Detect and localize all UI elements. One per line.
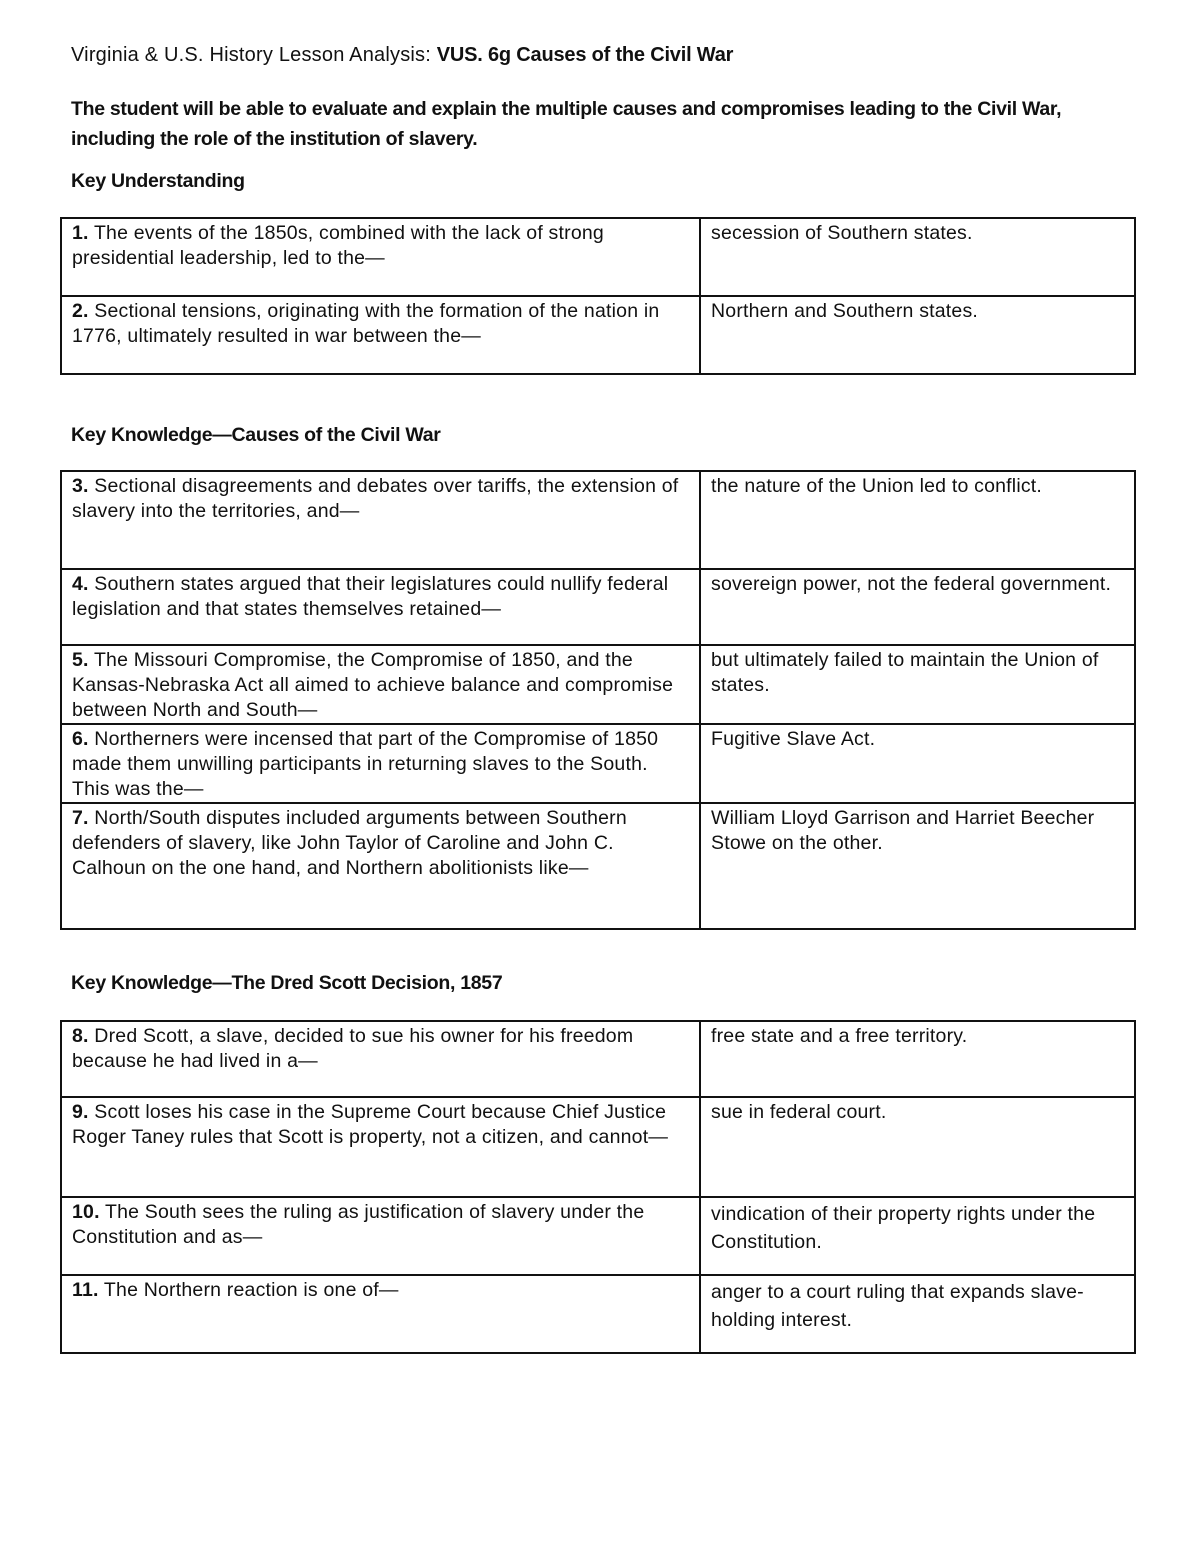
dred-scott-table [60, 1020, 1136, 1354]
answer-text: William Lloyd Garrison and Harriet Beecher Stowe on the other. [711, 807, 1095, 854]
key-understanding-table [60, 217, 1136, 375]
prompt-text: The South sees the ruling as justification of slavery under the Constitution and as— [72, 1201, 645, 1248]
prompt-cell [61, 1197, 700, 1275]
prompt-cell [61, 218, 700, 296]
section-title-dred-scott: Key Knowledge—The Dred Scott Decision, 1857 [71, 972, 503, 994]
causes-table [60, 470, 1136, 930]
answer-text: sue in federal court. [711, 1101, 887, 1123]
prompt-text: Scott loses his case in the Supreme Court because Chief Justice Roger Taney rules that Scott is property, not a citizen, and cannot— [72, 1101, 669, 1148]
answer-cell [700, 1197, 1135, 1275]
section-title-key-understanding: Key Understanding [71, 170, 245, 192]
answer-cell [700, 724, 1135, 803]
answer-cell [700, 471, 1135, 569]
answer-text: anger to a court ruling that expands slave-holding interest. [711, 1281, 1084, 1331]
answer-text: sovereign power, not the federal government. [711, 573, 1112, 595]
prompt-cell [61, 296, 700, 374]
answer-text: but ultimately failed to maintain the Union of states. [711, 649, 1099, 696]
table-row [61, 296, 1135, 374]
answer-text: Fugitive Slave Act. [711, 728, 876, 750]
prompt-cell [61, 1275, 700, 1353]
item-number: 2. [72, 300, 89, 322]
table-row [61, 1021, 1135, 1097]
prompt-cell [61, 724, 700, 803]
answer-cell [700, 1021, 1135, 1097]
prompt-text: The Missouri Compromise, the Compromise of 1850, and the Kansas-Nebraska Act all aimed to achieve balance and compromise between North and South— [72, 649, 674, 721]
answer-text: Northern and Southern states. [711, 300, 979, 322]
answer-cell [700, 1275, 1135, 1353]
table-row [61, 724, 1135, 803]
item-number: 3. [72, 475, 89, 497]
item-number: 10. [72, 1201, 100, 1223]
prompt-cell [61, 471, 700, 569]
table-row [61, 1097, 1135, 1197]
prompt-cell [61, 1097, 700, 1197]
prompt-cell [61, 645, 700, 724]
table-row [61, 645, 1135, 724]
item-number: 4. [72, 573, 89, 595]
lesson-header [71, 44, 733, 67]
prompt-text: The events of the 1850s, combined with the lack of strong presidential leadership, led to the— [72, 222, 604, 269]
answer-text: secession of Southern states. [711, 222, 973, 244]
answer-cell [700, 645, 1135, 724]
prompt-text: Southern states argued that their legislatures could nullify federal legislation and that states themselves retained— [72, 573, 669, 620]
table-row [61, 471, 1135, 569]
item-number: 6. [72, 728, 89, 750]
answer-cell [700, 1097, 1135, 1197]
prompt-cell [61, 569, 700, 645]
answer-text: free state and a free territory. [711, 1025, 968, 1047]
item-number: 7. [72, 807, 89, 829]
prompt-text: North/South disputes included arguments between Southern defenders of slavery, like John Taylor of Caroline and John C. Calhoun on the one hand, and Northern abolitionists like— [72, 807, 627, 879]
prompt-text: The Northern reaction is one of— [103, 1279, 399, 1301]
prompt-cell [61, 803, 700, 929]
item-number: 1. [72, 222, 89, 244]
answer-text: vindication of their property rights under the Constitution. [711, 1203, 1096, 1253]
answer-cell [700, 803, 1135, 929]
table-row [61, 1275, 1135, 1353]
prompt-text: Northerners were incensed that part of the Compromise of 1850 made them unwilling participants in returning slaves to the South. This was the— [72, 728, 659, 800]
item-number: 11. [72, 1279, 99, 1301]
item-number: 8. [72, 1025, 89, 1047]
lesson-header-prefix: Virginia & U.S. History Lesson Analysis: [71, 44, 437, 66]
lesson-header-title: VUS. 6g Causes of the Civil War [436, 44, 734, 66]
table-row [61, 218, 1135, 296]
table-row [61, 1197, 1135, 1275]
answer-cell [700, 569, 1135, 645]
prompt-text: Dred Scott, a slave, decided to sue his owner for his freedom because he had lived in a— [72, 1025, 634, 1072]
prompt-text: Sectional tensions, originating with the formation of the nation in 1776, ultimately resulted in war between the— [72, 300, 660, 347]
learning-objective: The student will be able to evaluate and explain the multiple causes and compromises leading to the Civil War, including the role of the institution of slavery. [71, 98, 1062, 150]
table-row [61, 569, 1135, 645]
item-number: 5. [72, 649, 89, 671]
answer-text: the nature of the Union led to conflict. [711, 475, 1043, 497]
prompt-cell [61, 1021, 700, 1097]
answer-cell [700, 218, 1135, 296]
table-row [61, 803, 1135, 929]
prompt-text: Sectional disagreements and debates over tariffs, the extension of slavery into the territories, and— [72, 475, 679, 522]
answer-cell [700, 296, 1135, 374]
section-title-causes: Key Knowledge—Causes of the Civil War [71, 424, 441, 446]
item-number: 9. [72, 1101, 89, 1123]
